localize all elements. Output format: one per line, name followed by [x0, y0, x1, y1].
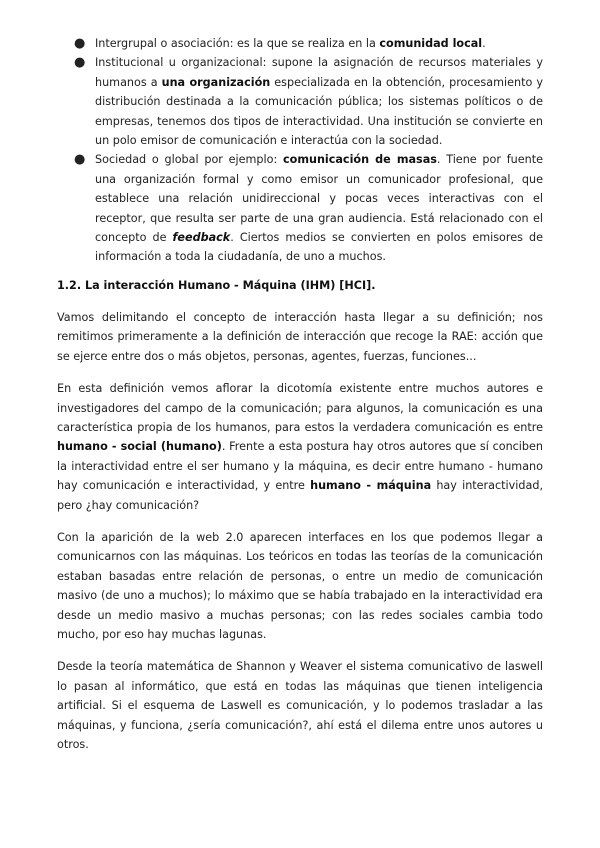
section-heading: 1.2. La interacción Humano - Máquina (IHM) [HCI].: [57, 278, 376, 292]
interaction-levels-list: [57, 34, 543, 267]
document-body: [57, 34, 543, 767]
bullet-icon: ●: [74, 55, 86, 71]
paragraph: Desde la teoría matemática de Shannon y Weaver el sistema comunicativo de laswell lo pasan al informático, que está en todas las máquinas que tienen inteligencia artificial. Si el esquema de Laswell es comunicación, y lo podemos trasladar a las máquinas, y funciona, ¿sería comunicación?, ahí está el dilema entre unos autores u otros.: [57, 660, 543, 751]
bullet-icon: ●: [74, 36, 86, 51]
paragraph: Con la aparición de la web 2.0 aparecen interfaces en los que podemos llegar a comunicarnos con las máquinas. Los teóricos en todas las teorías de la comunicación estaban basadas entre relación de personas, o entre un medio de comunicación masivo (de uno a muchos); lo máximo que se había trabajado en la interactividad era desde un medio masivo a muchas personas; con las redes sociales cambia todo mucho, por eso hay muchas lagunas.: [57, 530, 543, 641]
paragraph: Vamos delimitando el concepto de interacción hasta llegar a su definición; nos remitimos primeramente a la definición de interacción que recoge la RAE: acción que se ejerce entre dos o más objetos, personas, agentes, fuerzas, funciones...: [57, 310, 543, 363]
paragraph: En esta definición vemos aflorar la dicotomía existente entre muchos autores e investigadores del campo de la comunicación; para algunos, la comunicación es una característica propia de los humanos, para estos la verdadera comunicación es entre humano - social (humano). Frente a esta postura hay otros autores que sí conciben la interactividad entre el ser humano y la máquina, es decir entre humano - humano hay comunicación e interactividad, y entre humano - máquina hay interactividad, pero ¿hay comunicación?: [57, 382, 544, 512]
list-item: ● Institucional u organizacional: supone la asignación de recursos materiales y humanos a una organización especializada en la obtención, procesamiento y distribución destinada a la comunicación pública; los sistemas políticos o de empresas, tenemos dos tipos de interactividad. Una institución se convierte en un polo emisor de comunicación e interactúa con la sociedad.: [74, 55, 543, 148]
list-item: ● Sociedad o global por ejemplo: comunicación de masas. Tiene por fuente una organización formal y como emisor un comunicador profesional, que establece una relación unidireccional y pocas veces interactivas con el receptor, que resulta ser parte de una gran audiencia. Está relacionado con el concepto de feedback. Ciertos medios se convierten en polos emisores de información a toda la ciudadanía, de uno a muchos.: [74, 152, 543, 264]
bullet-icon: ●: [74, 152, 86, 168]
list-item: ● Intergrupal o asociación: es la que se realiza en la comunidad local.: [57, 34, 543, 53]
